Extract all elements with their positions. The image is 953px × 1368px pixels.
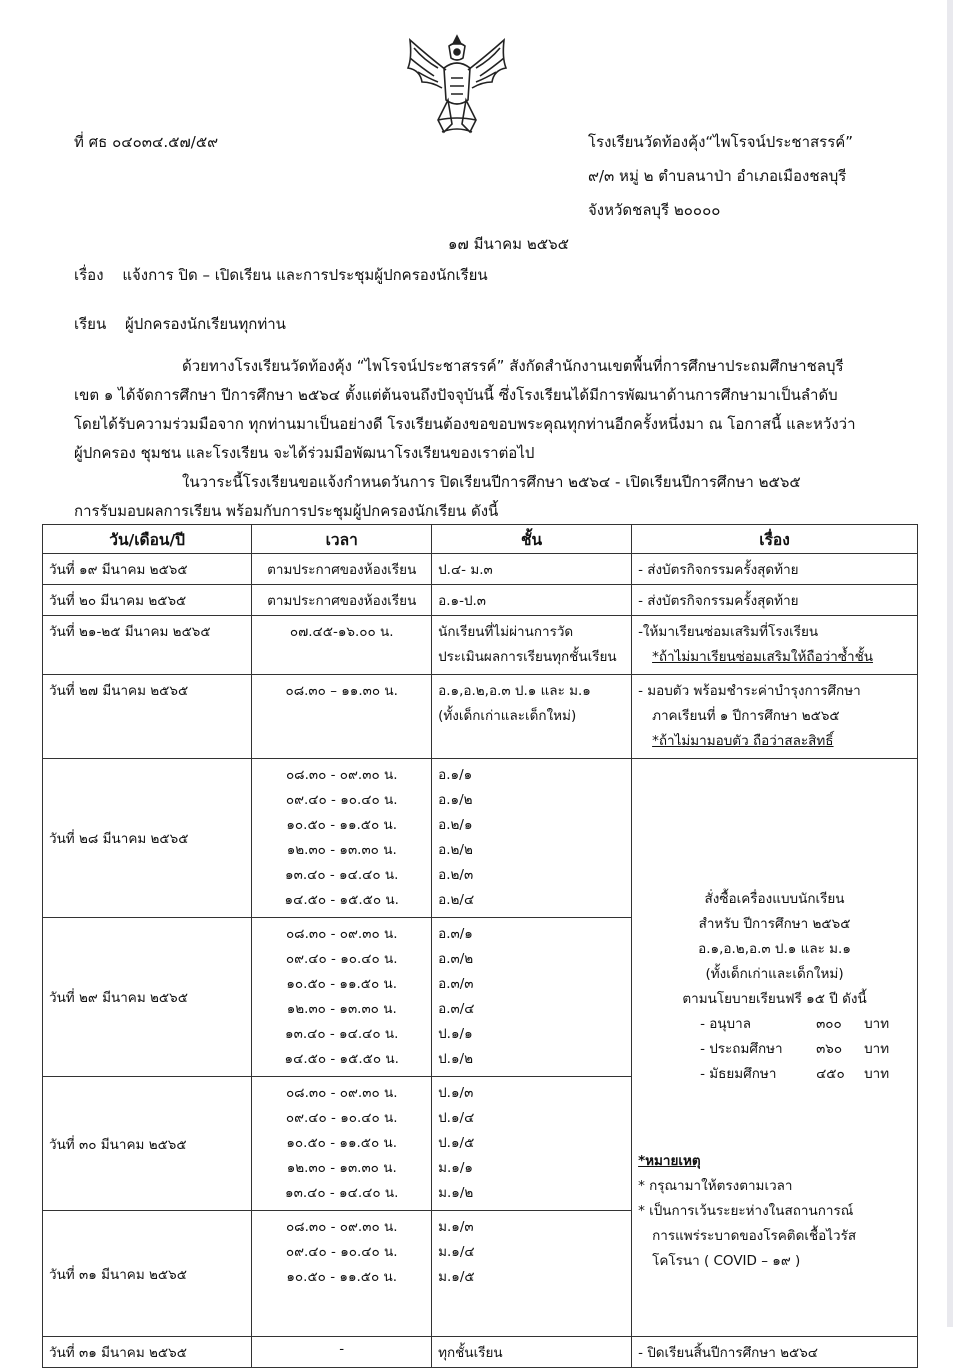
- time-slot: ๐๙.๔๐ - ๑๐.๔๐ น.: [285, 1110, 398, 1126]
- class-slot: ม.๑/๑: [438, 1160, 473, 1176]
- time-cell: [252, 1211, 432, 1337]
- time-slot: ๐๘.๓๐ - ๐๙.๓๐ น.: [285, 1085, 398, 1101]
- class-slot: อ.๒/๓: [438, 867, 474, 883]
- class-slot: อ.๑/๒: [438, 792, 473, 808]
- class-slot: ม.๑/๒: [438, 1185, 474, 1201]
- class-slot: อ.๑/๑: [438, 767, 473, 783]
- class-slot: ม.๑/๓: [438, 1219, 474, 1235]
- time-slot: ๑๒.๓๐ - ๑๓.๓๐ น.: [286, 1001, 397, 1017]
- date-cell: วันที่ ๓๑ มีนาคม ๒๕๖๕: [43, 1211, 252, 1337]
- class-slot: ป.๑/๕: [438, 1135, 475, 1151]
- price-list: [638, 1012, 911, 1087]
- time-slot: ๑๓.๔๐ - ๑๔.๔๐ น.: [285, 867, 399, 883]
- price-amount: ๔๕๐: [816, 1066, 845, 1082]
- date-cell: วันที่ ๑๙ มีนาคม ๒๕๖๕: [43, 554, 252, 585]
- remark-line: * เป็นการเว้นระยะห่างในสถานการณ์: [638, 1203, 854, 1219]
- school-province: จังหวัดชลบุรี ๒๐๐๐๐: [588, 201, 721, 219]
- time-cell: ๐๗.๔๕-๑๖.๐๐ น.: [252, 616, 432, 675]
- class-slot: ม.๑/๕: [438, 1269, 475, 1285]
- table-row: [43, 675, 918, 759]
- price-row: [700, 1037, 911, 1062]
- uniform-info: [638, 887, 911, 1012]
- body-paragraph-1: [74, 352, 894, 526]
- class-line: นักเรียนที่ไม่ผ่านการวัด: [438, 624, 574, 640]
- date-cell: วันที่ ๒๐ มีนาคม ๒๕๖๕: [43, 585, 252, 616]
- paragraph-line: ผู้ปกครอง ชุมชน และโรงเรียน จะได้ร่วมมือพัฒนาโรงเรียนของเราต่อไป: [74, 444, 535, 462]
- time-cell: -: [252, 1337, 432, 1368]
- price-level: - อนุบาล: [700, 1016, 751, 1032]
- table-row: [43, 585, 918, 616]
- time-slot: ๑๐.๕๐ - ๑๑.๕๐ น.: [286, 976, 398, 992]
- class-cell: ทุกชั้นเรียน: [432, 1337, 632, 1368]
- class-slot: อ.๓/๔: [438, 1001, 475, 1017]
- time-cell: ตามประกาศของห้องเรียน: [252, 554, 432, 585]
- column-header-time: เวลา: [252, 525, 432, 554]
- addressee-label: เรียน: [74, 315, 107, 333]
- class-slot: ป.๑/๑: [438, 1026, 473, 1042]
- price-level: - มัธยมศึกษา: [700, 1066, 777, 1082]
- time-slot: ๑๐.๕๐ - ๑๑.๕๐ น.: [286, 817, 398, 833]
- price-unit: บาท: [864, 1041, 890, 1057]
- class-cell: [432, 675, 632, 759]
- schedule-table: [42, 524, 918, 1368]
- time-slot: ๐๙.๔๐ - ๑๐.๔๐ น.: [285, 792, 398, 808]
- topic-cell: - ส่งบัตรกิจกรรมครั้งสุดท้าย: [632, 554, 918, 585]
- topic-line: ภาคเรียนที่ ๑ ปีการศึกษา ๒๕๖๕: [652, 708, 840, 724]
- table-row: [43, 759, 918, 918]
- topic-cell-merged: [632, 759, 918, 1337]
- paragraph-line: เขต ๑ ได้จัดการศึกษา ปีการศึกษา ๒๕๖๔ ตั้งแต่ต้นจนถึงปัจจุบันนี้ ซึ่งโรงเรียนได้มีการพัฒนาด้านการศึกษามาเป็นลำดับ: [74, 386, 838, 404]
- subject-text: แจ้งการ ปิด – เปิดเรียน และการประชุมผู้ปกครองนักเรียน: [122, 266, 488, 284]
- class-slot: อ.๒/๔: [438, 892, 475, 908]
- class-cell: [432, 1077, 632, 1211]
- topic-note: *ถ้าไม่มามอบตัว ถือว่าสละสิทธิ์: [652, 733, 834, 749]
- price-amount: ๓๖๐: [816, 1041, 843, 1057]
- price-level: - ประถมศึกษา: [700, 1041, 783, 1057]
- table-header-row: [43, 525, 918, 554]
- paragraph-line: โดยได้รับความร่วมมือจาก ทุกท่านมาเป็นอย่างดี โรงเรียนต้องขอขอบพระคุณทุกท่านอีกครั้งหนึ่งมา ณ โอกาสนี้ และหวังว่า: [74, 415, 856, 433]
- time-cell: [252, 759, 432, 918]
- price-amount: ๓๐๐: [816, 1016, 842, 1032]
- price-row: [700, 1012, 911, 1037]
- topic-cell: - ปิดเรียนสิ้นปีการศึกษา ๒๕๖๔: [632, 1337, 918, 1368]
- date-cell: วันที่ ๓๐ มีนาคม ๒๕๖๕: [43, 1077, 252, 1211]
- class-slot: ม.๑/๔: [438, 1244, 475, 1260]
- time-slot: ๐๙.๔๐ - ๑๐.๔๐ น.: [285, 1244, 398, 1260]
- class-slot: ป.๑/๔: [438, 1110, 475, 1126]
- time-slot: ๑๓.๔๐ - ๑๔.๔๐ น.: [285, 1185, 399, 1201]
- time-slot: ๑๐.๕๐ - ๑๑.๕๐ น.: [286, 1135, 398, 1151]
- topic-cell: - ส่งบัตรกิจกรรมครั้งสุดท้าย: [632, 585, 918, 616]
- time-slot: ๑๐.๕๐ - ๑๑.๕๐ น.: [286, 1269, 398, 1285]
- school-name: โรงเรียนวัดท้องคุ้ง“ไพโรจน์ประชาสรรค์”: [588, 133, 854, 151]
- class-slot: ป.๑/๓: [438, 1085, 474, 1101]
- class-cell: [432, 918, 632, 1077]
- class-slot: อ.๓/๒: [438, 951, 474, 967]
- uniform-line: (ทั้งเด็กเก่าและเด็กใหม่): [705, 966, 844, 982]
- remarks: [638, 1149, 911, 1274]
- date-cell: วันที่ ๒๗ มีนาคม ๒๕๖๕: [43, 675, 252, 759]
- class-cell: ป.๔- ม.๓: [432, 554, 632, 585]
- date-cell: วันที่ ๒๑-๒๕ มีนาคม ๒๕๖๕: [43, 616, 252, 675]
- date-cell: วันที่ ๓๑ มีนาคม ๒๕๖๕: [43, 1337, 252, 1368]
- time-slot: ๐๘.๓๐ - ๐๙.๓๐ น.: [285, 926, 398, 942]
- class-line: ประเมินผลการเรียนทุกชั้นเรียน: [438, 649, 617, 665]
- class-line: อ.๑,อ.๒,อ.๓ ป.๑ และ ม.๑: [438, 683, 591, 699]
- price-unit: บาท: [864, 1016, 890, 1032]
- price-row: [700, 1062, 911, 1087]
- topic-line: - มอบตัว พร้อมชำระค่าบำรุงการศึกษา: [638, 683, 861, 699]
- topic-cell: [632, 616, 918, 675]
- class-slot: อ.๓/๓: [438, 976, 474, 992]
- uniform-line: อ.๑,อ.๒,อ.๓ ป.๑ และ ม.๑: [698, 941, 851, 957]
- price-unit: บาท: [864, 1066, 890, 1082]
- class-cell: [432, 616, 632, 675]
- time-cell: ตามประกาศของห้องเรียน: [252, 585, 432, 616]
- table-row: [43, 1337, 918, 1368]
- time-slot: ๑๓.๔๐ - ๑๔.๔๐ น.: [285, 1026, 399, 1042]
- time-cell: ๐๘.๓๐ – ๑๑.๓๐ น.: [252, 675, 432, 759]
- time-cell: [252, 1077, 432, 1211]
- table-row: [43, 616, 918, 675]
- topic-note: *ถ้าไม่มาเรียนซ่อมเสริมให้ถือว่าซ้ำชั้น: [652, 649, 873, 665]
- time-slot: ๑๒.๓๐ - ๑๓.๓๐ น.: [286, 842, 397, 858]
- uniform-line: ตามนโยบายเรียนฟรี ๑๕ ปี ดังนี้: [682, 991, 867, 1007]
- class-slot: อ.๓/๑: [438, 926, 473, 942]
- class-cell: อ.๑-ป.๓: [432, 585, 632, 616]
- paragraph-line: การรับมอบผลการเรียน พร้อมกับการประชุมผู้ปกครองนักเรียน ดังนี้: [74, 502, 499, 520]
- class-slot: ป.๑/๒: [438, 1051, 473, 1067]
- column-header-date: วัน/เดือน/ปี: [43, 525, 252, 554]
- time-slot: ๑๒.๓๐ - ๑๓.๓๐ น.: [286, 1160, 397, 1176]
- class-cell: [432, 759, 632, 918]
- class-slot: อ.๒/๒: [438, 842, 473, 858]
- letter-date: ๑๗ มีนาคม ๒๕๖๕: [448, 235, 569, 253]
- time-slot: ๐๙.๔๐ - ๑๐.๔๐ น.: [285, 951, 398, 967]
- page-edge: [947, 0, 953, 1327]
- column-header-class: ชั้น: [432, 525, 632, 554]
- subject-label: เรื่อง: [74, 266, 104, 284]
- addressee-line: [74, 312, 286, 336]
- addressee-text: ผู้ปกครองนักเรียนทุกท่าน: [125, 315, 286, 333]
- reference-number: ที่ ศธ ๐๔๐๓๔.๕๗/๕๙: [74, 133, 219, 151]
- time-slot: ๑๔.๕๐ - ๑๕.๕๐ น.: [284, 892, 399, 908]
- time-slot: ๐๘.๓๐ - ๐๙.๓๐ น.: [285, 767, 398, 783]
- column-header-topic: เรื่อง: [632, 525, 918, 554]
- topic-line: -ให้มาเรียนซ่อมเสริมที่โรงเรียน: [638, 624, 819, 640]
- time-slot: ๐๘.๓๐ - ๐๙.๓๐ น.: [285, 1219, 398, 1235]
- date-cell: วันที่ ๒๘ มีนาคม ๒๕๖๕: [43, 759, 252, 918]
- remark-title: *หมายเหตุ: [638, 1153, 701, 1169]
- school-address: ๙/๓ หมู่ ๒ ตำบลนาป่า อำเภอเมืองชลบุรี: [588, 167, 847, 185]
- table-row: [43, 554, 918, 585]
- class-slot: อ.๒/๑: [438, 817, 473, 833]
- subject-line: [74, 263, 488, 287]
- garuda-emblem-icon: [398, 28, 516, 140]
- remark-line: การแพร่ระบาดของโรคติดเชื้อไวรัส: [652, 1228, 857, 1244]
- time-slot: ๑๔.๕๐ - ๑๕.๕๐ น.: [284, 1051, 399, 1067]
- class-line: (ทั้งเด็กเก่าและเด็กใหม่): [438, 708, 577, 724]
- uniform-line: สั่งซื้อเครื่องแบบนักเรียน: [704, 891, 845, 907]
- date-cell: วันที่ ๒๙ มีนาคม ๒๕๖๕: [43, 918, 252, 1077]
- remark-line: โคโรนา ( COVID – ๑๙ ): [652, 1253, 801, 1269]
- paragraph-line: ด้วยทางโรงเรียนวัดท้องคุ้ง “ไพโรจน์ประชาสรรค์” สังกัดสำนักงานเขตพื้นที่การศึกษาประถมศึกษาชลบุรี: [182, 357, 844, 375]
- remark-line: * กรุณามาให้ตรงตามเวลา: [638, 1178, 793, 1194]
- time-cell: [252, 918, 432, 1077]
- paragraph-line: ในวาระนี้โรงเรียนขอแจ้งกำหนดวันการ ปิดเรียนปีการศึกษา ๒๕๖๔ - เปิดเรียนปีการศึกษา ๒๕๖๕: [182, 473, 801, 491]
- uniform-line: สำหรับ ปีการศึกษา ๒๕๖๕: [698, 916, 851, 932]
- class-cell: [432, 1211, 632, 1337]
- topic-cell: [632, 675, 918, 759]
